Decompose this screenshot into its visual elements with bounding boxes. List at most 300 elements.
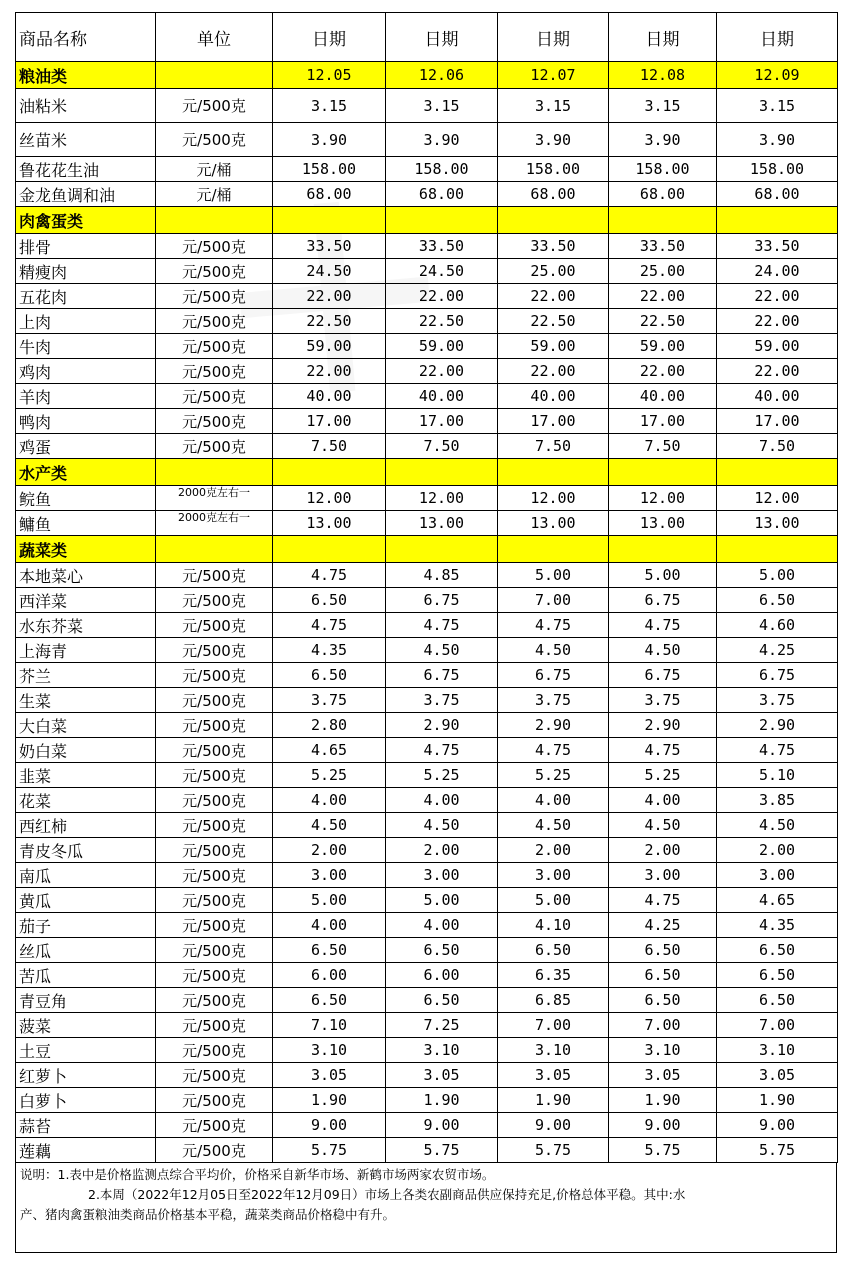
item-price: 33.50 xyxy=(498,234,609,259)
table-row xyxy=(16,688,838,713)
item-name: 白萝卜 xyxy=(16,1088,156,1113)
item-price: 3.90 xyxy=(609,123,717,157)
item-price: 4.00 xyxy=(386,913,498,938)
item-price: 3.75 xyxy=(386,688,498,713)
item-name: 鲁花花生油 xyxy=(16,157,156,182)
item-price: 4.50 xyxy=(386,813,498,838)
item-price: 22.50 xyxy=(498,309,609,334)
item-price: 4.50 xyxy=(273,813,386,838)
item-price: 9.00 xyxy=(609,1113,717,1138)
item-price: 3.00 xyxy=(273,863,386,888)
item-price: 6.50 xyxy=(717,988,838,1013)
item-price: 5.75 xyxy=(609,1138,717,1163)
item-price: 5.00 xyxy=(717,563,838,588)
category-date xyxy=(717,536,838,563)
item-price: 3.05 xyxy=(609,1063,717,1088)
item-price: 7.25 xyxy=(386,1013,498,1038)
item-price: 4.75 xyxy=(498,613,609,638)
item-price: 17.00 xyxy=(717,409,838,434)
header-date: 日期 xyxy=(609,13,717,62)
category-unit-empty xyxy=(156,62,273,89)
item-price: 3.15 xyxy=(609,89,717,123)
item-unit: 元/500克 xyxy=(156,123,273,157)
header-name: 商品名称 xyxy=(16,13,156,62)
item-price: 6.50 xyxy=(717,588,838,613)
item-unit: 元/500克 xyxy=(156,259,273,284)
item-price: 33.50 xyxy=(717,234,838,259)
item-price: 7.50 xyxy=(273,434,386,459)
table-row xyxy=(16,89,838,123)
item-name: 生菜 xyxy=(16,688,156,713)
item-price: 13.00 xyxy=(717,511,838,536)
table-row xyxy=(16,1138,838,1163)
category-date: 12.08 xyxy=(609,62,717,89)
item-price: 5.00 xyxy=(498,563,609,588)
item-price: 12.00 xyxy=(717,486,838,511)
item-unit: 元/桶 xyxy=(156,157,273,182)
item-unit: 元/500克 xyxy=(156,384,273,409)
item-price: 158.00 xyxy=(386,157,498,182)
item-price: 2.00 xyxy=(498,838,609,863)
category-date xyxy=(609,459,717,486)
item-unit: 元/500克 xyxy=(156,988,273,1013)
category-row xyxy=(16,536,838,563)
item-price: 3.90 xyxy=(717,123,838,157)
item-price: 5.00 xyxy=(498,888,609,913)
category-date: 12.09 xyxy=(717,62,838,89)
table-row xyxy=(16,309,838,334)
item-price: 6.00 xyxy=(386,963,498,988)
item-price: 33.50 xyxy=(609,234,717,259)
item-price: 2.80 xyxy=(273,713,386,738)
item-price: 13.00 xyxy=(386,511,498,536)
item-price: 25.00 xyxy=(609,259,717,284)
category-date xyxy=(273,536,386,563)
item-price: 22.50 xyxy=(609,309,717,334)
item-unit: 元/500克 xyxy=(156,963,273,988)
item-unit: 元/500克 xyxy=(156,234,273,259)
item-price: 3.90 xyxy=(273,123,386,157)
item-price: 40.00 xyxy=(386,384,498,409)
item-unit: 元/500克 xyxy=(156,563,273,588)
item-price: 5.00 xyxy=(273,888,386,913)
item-name: 大白菜 xyxy=(16,713,156,738)
item-unit: 元/500克 xyxy=(156,1038,273,1063)
category-date: 12.06 xyxy=(386,62,498,89)
item-price: 3.15 xyxy=(498,89,609,123)
item-price: 3.75 xyxy=(609,688,717,713)
item-price: 6.75 xyxy=(386,663,498,688)
item-price: 3.00 xyxy=(498,863,609,888)
item-price: 4.25 xyxy=(609,913,717,938)
item-price: 9.00 xyxy=(498,1113,609,1138)
category-unit-empty xyxy=(156,536,273,563)
item-price: 3.05 xyxy=(273,1063,386,1088)
item-price: 158.00 xyxy=(273,157,386,182)
item-price: 4.00 xyxy=(273,913,386,938)
item-unit: 元/500克 xyxy=(156,763,273,788)
item-price: 4.50 xyxy=(717,813,838,838)
item-price: 13.00 xyxy=(609,511,717,536)
item-price: 3.15 xyxy=(273,89,386,123)
item-name: 鳙鱼 xyxy=(16,511,156,536)
item-price: 59.00 xyxy=(717,334,838,359)
category-date xyxy=(498,207,609,234)
item-price: 6.50 xyxy=(609,938,717,963)
table-row xyxy=(16,863,838,888)
item-price: 7.00 xyxy=(498,1013,609,1038)
item-name: 鸭肉 xyxy=(16,409,156,434)
item-price: 3.10 xyxy=(717,1038,838,1063)
item-price: 5.00 xyxy=(609,563,717,588)
item-name: 丝苗米 xyxy=(16,123,156,157)
item-price: 3.05 xyxy=(386,1063,498,1088)
item-price: 7.00 xyxy=(498,588,609,613)
item-unit: 元/500克 xyxy=(156,838,273,863)
item-price: 2.00 xyxy=(717,838,838,863)
item-unit: 元/500克 xyxy=(156,359,273,384)
category-date xyxy=(273,459,386,486)
table-row xyxy=(16,334,838,359)
item-price: 2.90 xyxy=(386,713,498,738)
item-price: 3.15 xyxy=(717,89,838,123)
item-price: 3.75 xyxy=(717,688,838,713)
item-unit: 元/500克 xyxy=(156,334,273,359)
item-name: 鸡蛋 xyxy=(16,434,156,459)
item-price: 33.50 xyxy=(273,234,386,259)
item-price: 2.90 xyxy=(498,713,609,738)
table-row xyxy=(16,123,838,157)
item-name: 上肉 xyxy=(16,309,156,334)
item-price: 5.75 xyxy=(498,1138,609,1163)
category-date xyxy=(498,536,609,563)
table-row xyxy=(16,409,838,434)
item-name: 红萝卜 xyxy=(16,1063,156,1088)
item-price: 59.00 xyxy=(273,334,386,359)
note-1: 说明：1.表中是价格监测点综合平均价，价格采自新华市场、新鹤市场两家农贸市场。 xyxy=(20,1167,495,1182)
item-price: 6.50 xyxy=(717,963,838,988)
header-date: 日期 xyxy=(717,13,838,62)
item-price: 22.00 xyxy=(386,284,498,309)
item-price: 5.25 xyxy=(609,763,717,788)
item-name: 奶白菜 xyxy=(16,738,156,763)
item-unit: 元/500克 xyxy=(156,1063,273,1088)
table-row xyxy=(16,284,838,309)
table-row xyxy=(16,1113,838,1138)
item-price: 158.00 xyxy=(498,157,609,182)
item-price: 4.60 xyxy=(717,613,838,638)
table-row xyxy=(16,663,838,688)
item-price: 68.00 xyxy=(609,182,717,207)
category-row xyxy=(16,459,838,486)
item-price: 22.00 xyxy=(273,359,386,384)
item-unit: 元/500克 xyxy=(156,434,273,459)
item-name: 黄瓜 xyxy=(16,888,156,913)
category-unit-empty xyxy=(156,207,273,234)
item-price: 3.90 xyxy=(498,123,609,157)
item-unit: 元/500克 xyxy=(156,1138,273,1163)
item-price: 22.00 xyxy=(386,359,498,384)
item-price: 12.00 xyxy=(609,486,717,511)
item-price: 13.00 xyxy=(273,511,386,536)
category-date xyxy=(717,207,838,234)
category-date xyxy=(273,207,386,234)
item-unit: 元/500克 xyxy=(156,1113,273,1138)
item-price: 22.00 xyxy=(498,284,609,309)
item-price: 7.00 xyxy=(609,1013,717,1038)
item-price: 7.50 xyxy=(498,434,609,459)
item-price: 6.50 xyxy=(498,938,609,963)
category-label: 水产类 xyxy=(16,459,156,486)
item-price: 4.50 xyxy=(609,813,717,838)
item-price: 4.75 xyxy=(609,738,717,763)
item-price: 7.00 xyxy=(717,1013,838,1038)
item-name: 莲藕 xyxy=(16,1138,156,1163)
item-price: 4.50 xyxy=(498,813,609,838)
category-unit-empty xyxy=(156,459,273,486)
item-price: 3.05 xyxy=(717,1063,838,1088)
item-name: 蒜苔 xyxy=(16,1113,156,1138)
table-row xyxy=(16,511,838,536)
item-unit: 元/500克 xyxy=(156,863,273,888)
item-price: 4.10 xyxy=(498,913,609,938)
table-row xyxy=(16,763,838,788)
item-price: 17.00 xyxy=(386,409,498,434)
item-unit: 元/500克 xyxy=(156,888,273,913)
item-price: 59.00 xyxy=(609,334,717,359)
item-price: 2.00 xyxy=(273,838,386,863)
item-price: 4.75 xyxy=(717,738,838,763)
category-date xyxy=(386,536,498,563)
item-unit: 元/桶 xyxy=(156,182,273,207)
item-price: 17.00 xyxy=(609,409,717,434)
item-price: 24.00 xyxy=(717,259,838,284)
item-price: 68.00 xyxy=(273,182,386,207)
item-name: 水东芥菜 xyxy=(16,613,156,638)
item-price: 5.25 xyxy=(273,763,386,788)
item-name: 丝瓜 xyxy=(16,938,156,963)
item-price: 68.00 xyxy=(717,182,838,207)
table-row xyxy=(16,1013,838,1038)
item-price: 1.90 xyxy=(717,1088,838,1113)
table-row xyxy=(16,384,838,409)
item-price: 3.10 xyxy=(273,1038,386,1063)
item-price: 22.00 xyxy=(717,284,838,309)
item-price: 4.75 xyxy=(609,888,717,913)
item-price: 68.00 xyxy=(498,182,609,207)
item-price: 3.05 xyxy=(498,1063,609,1088)
item-price: 6.50 xyxy=(273,938,386,963)
item-price: 6.50 xyxy=(717,938,838,963)
header-date: 日期 xyxy=(498,13,609,62)
item-price: 59.00 xyxy=(386,334,498,359)
item-price: 6.75 xyxy=(717,663,838,688)
item-name: 韭菜 xyxy=(16,763,156,788)
category-row xyxy=(16,62,838,89)
item-name: 南瓜 xyxy=(16,863,156,888)
item-price: 3.75 xyxy=(273,688,386,713)
category-date xyxy=(717,459,838,486)
table-row xyxy=(16,838,838,863)
item-price: 12.00 xyxy=(498,486,609,511)
item-unit: 元/500克 xyxy=(156,938,273,963)
item-price: 6.75 xyxy=(609,588,717,613)
item-name: 羊肉 xyxy=(16,384,156,409)
table-row xyxy=(16,988,838,1013)
table-row xyxy=(16,613,838,638)
category-label: 蔬菜类 xyxy=(16,536,156,563)
item-price: 1.90 xyxy=(386,1088,498,1113)
item-price: 6.50 xyxy=(273,663,386,688)
item-price: 68.00 xyxy=(386,182,498,207)
item-price: 17.00 xyxy=(273,409,386,434)
item-price: 9.00 xyxy=(717,1113,838,1138)
item-price: 40.00 xyxy=(609,384,717,409)
item-price: 2.00 xyxy=(386,838,498,863)
item-name: 青豆角 xyxy=(16,988,156,1013)
item-name: 鸡肉 xyxy=(16,359,156,384)
item-unit: 元/500克 xyxy=(156,713,273,738)
item-price: 22.00 xyxy=(609,359,717,384)
item-name: 土豆 xyxy=(16,1038,156,1063)
item-price: 22.00 xyxy=(717,309,838,334)
table-row xyxy=(16,1063,838,1088)
item-price: 6.75 xyxy=(386,588,498,613)
header-date: 日期 xyxy=(273,13,386,62)
item-price: 6.75 xyxy=(498,663,609,688)
table-row xyxy=(16,434,838,459)
item-unit: 元/500克 xyxy=(156,788,273,813)
note-2: 2.本周（2022年12月05日至2022年12月09日）市场上各类农副商品供应保持充足,价格总体平稳。其中:水 xyxy=(88,1187,686,1202)
table-row xyxy=(16,963,838,988)
item-price: 12.00 xyxy=(386,486,498,511)
item-unit: 元/500克 xyxy=(156,1013,273,1038)
item-price: 33.50 xyxy=(386,234,498,259)
price-table xyxy=(15,12,838,1163)
category-date xyxy=(386,459,498,486)
item-price: 9.00 xyxy=(386,1113,498,1138)
table-row xyxy=(16,1038,838,1063)
item-unit: 元/500克 xyxy=(156,1088,273,1113)
category-date xyxy=(609,207,717,234)
header-date: 日期 xyxy=(386,13,498,62)
item-price: 13.00 xyxy=(498,511,609,536)
item-name: 西洋菜 xyxy=(16,588,156,613)
item-name: 西红柿 xyxy=(16,813,156,838)
item-name: 菠菜 xyxy=(16,1013,156,1038)
item-unit: 元/500克 xyxy=(156,613,273,638)
item-price: 24.50 xyxy=(273,259,386,284)
category-date: 12.05 xyxy=(273,62,386,89)
category-label: 肉禽蛋类 xyxy=(16,207,156,234)
item-price: 4.35 xyxy=(273,638,386,663)
item-price: 4.75 xyxy=(498,738,609,763)
header-row xyxy=(16,13,838,62)
item-price: 3.10 xyxy=(609,1038,717,1063)
category-date xyxy=(498,459,609,486)
item-name: 排骨 xyxy=(16,234,156,259)
item-price: 4.65 xyxy=(717,888,838,913)
item-price: 17.00 xyxy=(498,409,609,434)
item-name: 花菜 xyxy=(16,788,156,813)
item-price: 3.75 xyxy=(498,688,609,713)
category-date xyxy=(386,207,498,234)
item-price: 6.75 xyxy=(609,663,717,688)
item-name: 牛肉 xyxy=(16,334,156,359)
item-price: 4.75 xyxy=(273,563,386,588)
table-row xyxy=(16,638,838,663)
item-price: 4.50 xyxy=(498,638,609,663)
table-row xyxy=(16,588,838,613)
table-row xyxy=(16,486,838,511)
item-name: 鲩鱼 xyxy=(16,486,156,511)
item-price: 7.50 xyxy=(609,434,717,459)
item-price: 158.00 xyxy=(609,157,717,182)
table-row xyxy=(16,563,838,588)
item-price: 5.00 xyxy=(386,888,498,913)
item-unit: 元/500克 xyxy=(156,588,273,613)
item-price: 22.00 xyxy=(717,359,838,384)
item-price: 3.90 xyxy=(386,123,498,157)
item-name: 金龙鱼调和油 xyxy=(16,182,156,207)
table-row xyxy=(16,234,838,259)
category-label: 粮油类 xyxy=(16,62,156,89)
item-price: 6.85 xyxy=(498,988,609,1013)
item-price: 2.00 xyxy=(609,838,717,863)
item-price: 4.75 xyxy=(609,613,717,638)
item-price: 4.00 xyxy=(609,788,717,813)
item-name: 芥兰 xyxy=(16,663,156,688)
table-row xyxy=(16,738,838,763)
item-price: 4.75 xyxy=(386,738,498,763)
table-row xyxy=(16,713,838,738)
item-price: 7.50 xyxy=(386,434,498,459)
item-price: 6.50 xyxy=(273,588,386,613)
item-name: 五花肉 xyxy=(16,284,156,309)
item-name: 青皮冬瓜 xyxy=(16,838,156,863)
table-row xyxy=(16,788,838,813)
item-price: 9.00 xyxy=(273,1113,386,1138)
item-unit: 元/500克 xyxy=(156,409,273,434)
item-unit: 元/500克 xyxy=(156,638,273,663)
item-price: 5.75 xyxy=(717,1138,838,1163)
item-price: 22.50 xyxy=(386,309,498,334)
item-price: 4.00 xyxy=(386,788,498,813)
item-unit: 2000克左右一 xyxy=(156,511,273,536)
item-name: 精瘦肉 xyxy=(16,259,156,284)
table-row xyxy=(16,359,838,384)
item-name: 上海青 xyxy=(16,638,156,663)
item-name: 本地菜心 xyxy=(16,563,156,588)
item-price: 158.00 xyxy=(717,157,838,182)
table-row xyxy=(16,1088,838,1113)
item-price: 1.90 xyxy=(609,1088,717,1113)
item-price: 59.00 xyxy=(498,334,609,359)
item-unit: 元/500克 xyxy=(156,813,273,838)
category-date xyxy=(609,536,717,563)
item-name: 茄子 xyxy=(16,913,156,938)
item-price: 3.85 xyxy=(717,788,838,813)
item-price: 6.50 xyxy=(273,988,386,1013)
item-price: 6.00 xyxy=(273,963,386,988)
item-price: 12.00 xyxy=(273,486,386,511)
price-table-document xyxy=(15,12,837,1253)
item-unit: 元/500克 xyxy=(156,738,273,763)
item-price: 3.10 xyxy=(498,1038,609,1063)
item-price: 7.10 xyxy=(273,1013,386,1038)
item-price: 4.65 xyxy=(273,738,386,763)
item-price: 5.75 xyxy=(273,1138,386,1163)
